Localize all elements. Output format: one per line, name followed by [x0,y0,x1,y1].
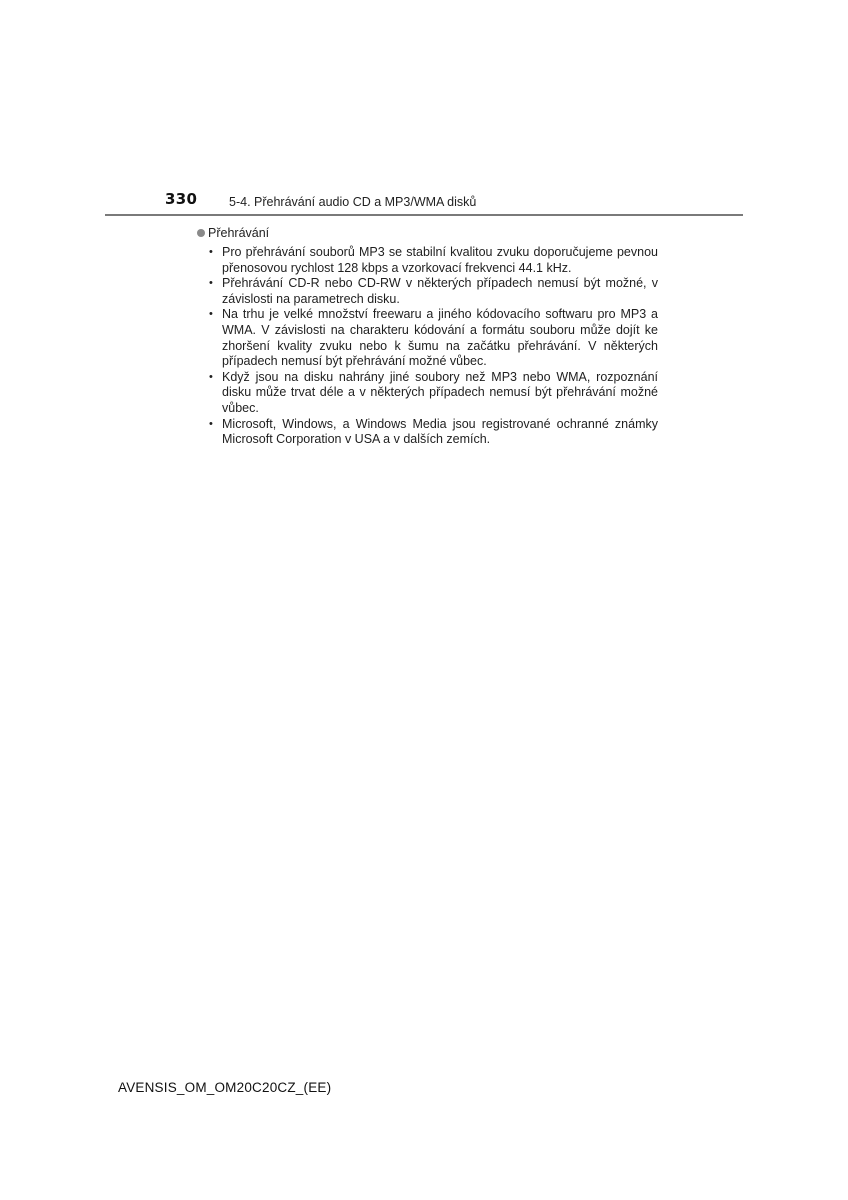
list-item: • Microsoft, Windows, a Windows Media jsou registrované ochranné známky Microsoft Corporation v USA a v dalších zemích. [208,417,658,448]
subsection-heading [197,226,269,240]
section-title: 5-4. Přehrávání audio CD a MP3/WMA disků [229,195,477,209]
footer-document-code: AVENSIS_OM_OM20C20CZ_(EE) [118,1080,332,1095]
list-item: • Když jsou na disku nahrány jiné soubory než MP3 nebo WMA, rozpoznání disku může trvat déle a v některých případech nemusí být přehrávání možné vůbec. [208,370,658,417]
list-item: • Na trhu je velké množství freewaru a jiného kódovacího softwaru pro MP3 a WMA. V závislosti na charakteru kódování a formátu souboru může dojít ke zhoršení kvality zvuku nebo k šumu na začátku přehrávání. V některých případech nemusí být přehrávání možné vůbec. [208,307,658,369]
bullet-list [208,245,658,448]
header-rule [105,214,743,216]
page-number: 330 [165,190,198,208]
list-item: • Pro přehrávání souborů MP3 se stabilní kvalitou zvuku doporučujeme pevnou přenosovou rychlost 128 kbps a vzorkovací frekvenci 44.1 kHz. [208,245,658,276]
subsection-title: Přehrávání [208,226,270,240]
list-item: • Přehrávání CD-R nebo CD-RW v některých případech nemusí být možné, v závislosti na parametrech disku. [208,276,658,307]
gray-circle-bullet-icon [197,229,205,237]
